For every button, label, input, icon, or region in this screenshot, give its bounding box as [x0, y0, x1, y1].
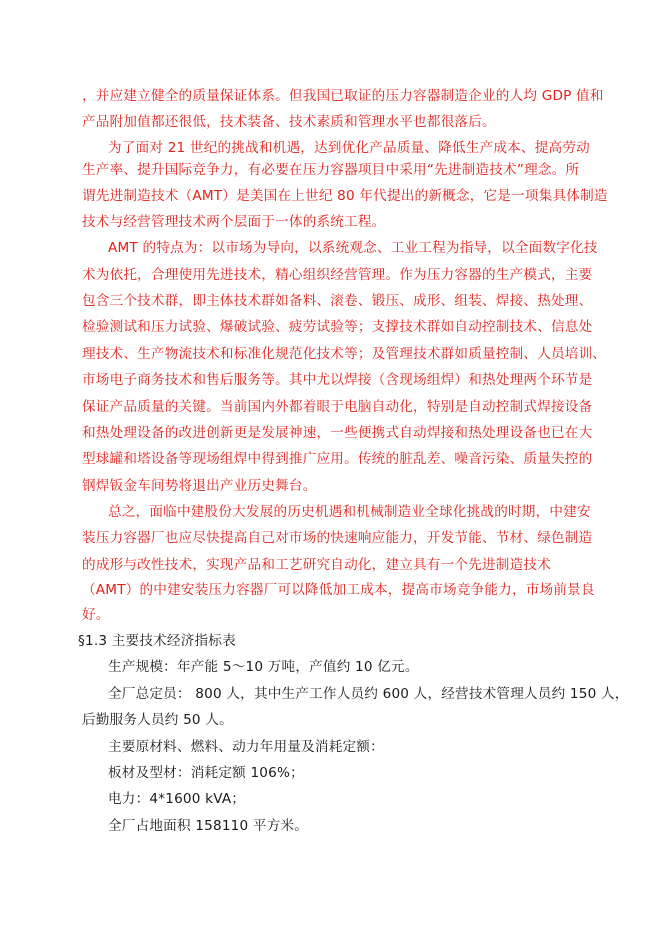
- materials-intro: 主要原材料、燃料、动力年用量及消耗定额：: [108, 739, 384, 755]
- p4-line-3: 的成形与改性技术，实现产品和工艺研究自动化，建立具有一个先进制造技术: [82, 557, 551, 573]
- staff-line-2: 后勤服务人员约 50 人。: [82, 712, 233, 728]
- p2-line-3: 谓先进制造技术（AMT）是美国在上世纪 80 年代提出的新概念，它是一项集具体制造: [82, 188, 608, 204]
- section-heading: §1.3 主要技术经济指标表: [78, 633, 236, 649]
- p3-line-5: 理技术、生产物流技术和标准化规范化技术等；及管理技术群如质量控制、人员培训、: [82, 346, 607, 362]
- p4-line-4: （AMT）的中建安装压力容器厂可以降低加工成本，提高市场竞争能力，市场前景良: [82, 582, 595, 598]
- plate-consumption: 板材及型材：消耗定额 106%；: [108, 765, 304, 781]
- p1-line-2: 产品附加值都还很低，技术装备、技术素质和管理水平也都很落后。: [82, 114, 496, 130]
- staff-line-1: 全厂总定员： 800 人，其中生产工作人员约 600 人，经营技术管理人员约 150 人，: [108, 686, 629, 702]
- p2-line-4: 技术与经营管理技术两个层面于一体的系统工程。: [82, 214, 386, 230]
- p3-line-4: 检验测试和压力试验、爆破试验、疲劳试验等；支撑技术群如自动控制技术、信息处: [82, 319, 593, 335]
- p2-line-1: 为了面对 21 世纪的挑战和机遇，达到优化产品质量、降低生产成本、提高劳动: [108, 140, 590, 156]
- p4-line-2: 装压力容器厂也应尽快提高自己对市场的快速响应能力，开发节能、节材、绿色制造: [82, 530, 593, 546]
- p1-line-1: ，并应建立健全的质量保证体系。但我国已取证的压力容器制造企业的人均 GDP 值和: [82, 88, 604, 104]
- p3-line-9: 型球罐和塔设备等现场组焊中得到推广应用。传统的脏乱差、噪音污染、质量失控的: [82, 451, 593, 467]
- p3-line-10: 钢焊钣金车间势将退出产业历史舞台。: [82, 478, 317, 494]
- p4-line-5: 好。: [82, 607, 110, 623]
- p3-line-3: 包含三个技术群，即主体技术群如备料、滚卷、锻压、成形、组装、焊接、热处理、: [82, 293, 593, 309]
- p4-line-1: 总之，面临中建股份大发展的历史机遇和机械制造业全球化挑战的时期，中建安: [108, 504, 591, 520]
- site-area: 全厂占地面积 158110 平方米。: [108, 818, 309, 834]
- p2-line-2: 生产率、提升国际竞争力，有必要在压力容器项目中采用“先进制造技术”理念。所: [82, 162, 580, 178]
- p3-line-2: 术为依托，合理使用先进技术，精心组织经营管理。作为压力容器的生产模式，主要: [82, 267, 593, 283]
- power-capacity: 电力：4*1600 kVA；: [108, 791, 246, 807]
- p3-line-1: AMT 的特点为：以市场为导向，以系统观念、工业工程为指导，以全面数字化技: [108, 240, 598, 256]
- p3-line-8: 和热处理设备的改进创新更是发展神速，一些便携式自动焊接和热处理设备也已在大: [82, 425, 593, 441]
- production-scale: 生产规模：年产能 5～10 万吨，产值约 10 亿元。: [108, 659, 419, 675]
- p3-line-6: 市场电子商务技术和售后服务等。其中尤以焊接（含现场组焊）和热处理两个环节是: [82, 372, 593, 388]
- p3-line-7: 保证产品质量的关键。当前国内外都着眼于电脑自动化，特别是自动控制式焊接设备: [82, 399, 593, 415]
